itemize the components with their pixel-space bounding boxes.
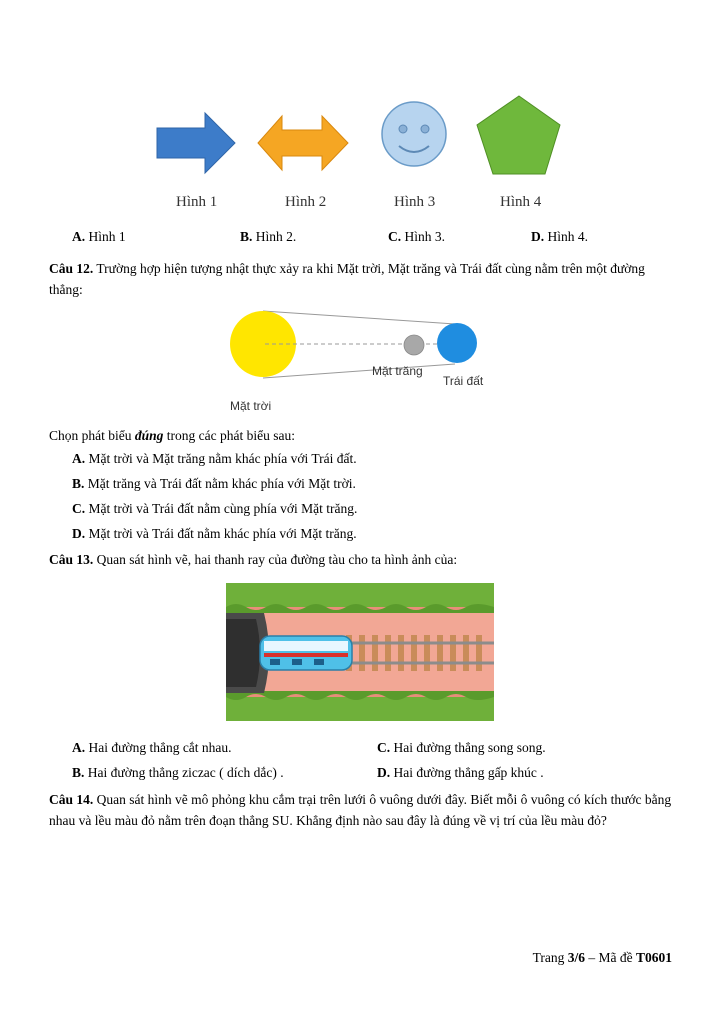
- q12-option-d: D. Mặt trời và Trái đất nằm khác phía với Mặt trăng.: [72, 526, 357, 541]
- q11-option-a: A. Hình 1: [72, 229, 126, 244]
- shape-label-3: Hình 3: [394, 194, 436, 210]
- pentagon-shape: [477, 96, 560, 174]
- double-arrow-shape: [258, 116, 348, 170]
- q13-option-a: A. Hai đường thẳng cắt nhau.: [72, 740, 232, 755]
- q13-question: Câu 13. Quan sát hình vẽ, hai thanh ray của đường tàu cho ta hình ảnh của:: [49, 552, 458, 567]
- q13-option-b: B. Hai đường thẳng ziczac ( dích dắc) .: [72, 765, 284, 780]
- q12-option-b: B. Mặt trăng và Trái đất nằm khác phía với Mặt trời.: [72, 476, 356, 491]
- shape-label-1: Hình 1: [176, 194, 218, 210]
- shape-label-4: Hình 4: [500, 194, 542, 210]
- page-footer: Trang 3/6 – Mã đề T0601: [532, 950, 672, 965]
- earth-shape: [437, 323, 477, 363]
- right-arrow-shape: [157, 113, 235, 173]
- q12-question: Câu 12. Trường hợp hiện tượng nhật thực xảy ra khi Mặt trời, Mặt trăng và Trái đất cùng nằm trên một đường thẳng:: [49, 261, 645, 297]
- q13-option-c: C. Hai đường thẳng song song.: [377, 740, 546, 755]
- shape-label-2: Hình 2: [285, 194, 327, 210]
- smiley-face-shape: [382, 102, 446, 166]
- q14-question: Câu 14. Quan sát hình vẽ mô phỏng khu cắm trại trên lưới ô vuông dưới đây. Biết mỗi ô vuông có kích thước bằng nhau và lều màu đỏ nằm trên đoạn thẳng SU. Khẳng định nào sau đây là đúng về vị trí của lều màu đỏ?: [49, 792, 672, 828]
- q11-option-d: D. Hình 4.: [531, 229, 588, 244]
- q12-prompt: Chọn phát biểu đúng trong các phát biểu sau:: [49, 428, 295, 443]
- railway-figure: [226, 583, 494, 721]
- moon-label: Mặt trăng: [372, 364, 423, 378]
- q11-option-c: C. Hình 3.: [388, 229, 445, 244]
- q13-option-d: D. Hai đường thẳng gấp khúc .: [377, 765, 544, 780]
- sun-label: Mặt trời: [230, 399, 272, 413]
- train-shape: [260, 636, 352, 670]
- q12-option-a: A. Mặt trời và Mặt trăng nằm khác phía với Trái đất.: [72, 451, 357, 466]
- q11-option-b: B. Hình 2.: [240, 229, 297, 244]
- earth-label: Trái đất: [443, 374, 484, 388]
- moon-shape: [404, 335, 424, 355]
- q12-option-c: C. Mặt trời và Trái đất nằm cùng phía với Mặt trăng.: [72, 501, 358, 516]
